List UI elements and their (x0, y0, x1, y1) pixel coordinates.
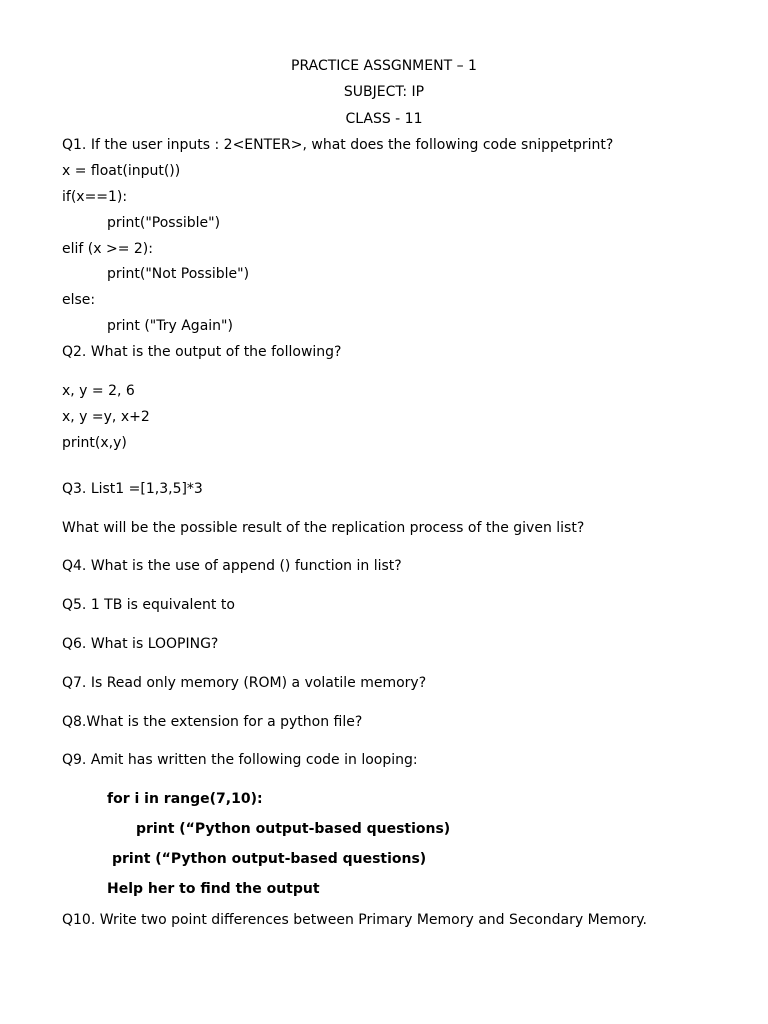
q1-code-line: print("Possible") (107, 215, 221, 231)
question-3: Q3. List1 =[1,3,5]*3 (62, 481, 203, 497)
q2-code-line: x, y =y, x+2 (62, 409, 150, 425)
q2-code-line: print(x,y) (62, 435, 127, 451)
q2-code-line: x, y = 2, 6 (62, 383, 135, 399)
q9-code-line: print (“Python output-based questions) (112, 851, 427, 867)
question-10: Q10. Write two point differences between Primary Memory and Secondary Memory. (62, 912, 647, 928)
question-5: Q5. 1 TB is equivalent to (62, 597, 235, 613)
document-subject: SUBJECT: IP (343, 84, 425, 100)
question-2: Q2. What is the output of the following? (62, 344, 342, 360)
q9-code-line: Help her to find the output (107, 881, 320, 897)
q1-code-line: if(x==1): (62, 189, 128, 205)
document-title: PRACTICE ASSGNMENT – 1 (291, 58, 477, 74)
q1-code-line: else: (62, 292, 96, 308)
q1-code-line: print ("Try Again") (107, 318, 233, 334)
q1-code-line: print("Not Possible") (107, 266, 250, 282)
question-9: Q9. Amit has written the following code in looping: (62, 752, 418, 768)
question-6: Q6. What is LOOPING? (62, 636, 219, 652)
document-class: CLASS - 11 (345, 111, 423, 127)
q9-code-line: for i in range(7,10): (107, 791, 263, 807)
question-7: Q7. Is Read only memory (ROM) a volatile memory? (62, 675, 427, 691)
q9-code-line: print (“Python output-based questions) (136, 821, 451, 837)
q1-code-line: elif (x >= 2): (62, 241, 153, 257)
question-8: Q8.What is the extension for a python file? (62, 714, 363, 730)
question-3-followup: What will be the possible result of the replication process of the given list? (62, 520, 585, 536)
q1-code-line: x = float(input()) (62, 163, 181, 179)
question-4: Q4. What is the use of append () function in list? (62, 558, 402, 574)
question-1: Q1. If the user inputs : 2<ENTER>, what does the following code snippetprint? (62, 137, 614, 153)
